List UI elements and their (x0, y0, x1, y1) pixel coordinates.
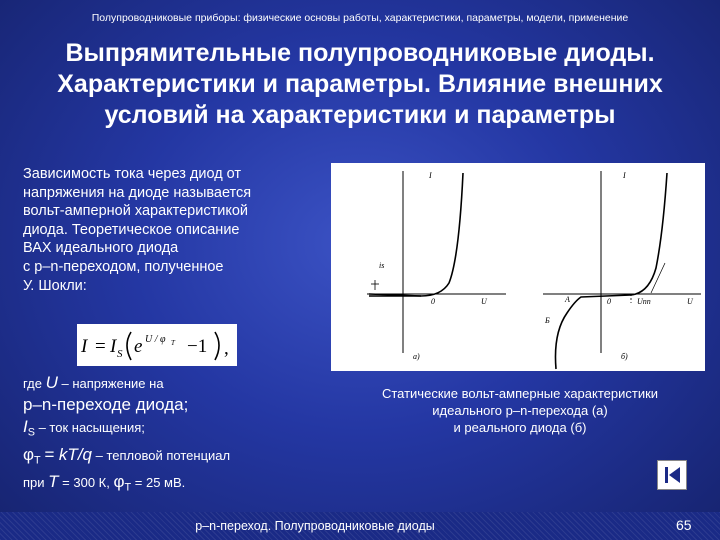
def-prefix: где (23, 376, 42, 391)
def-prefix: при (23, 475, 45, 491)
def-var-T: T (48, 472, 59, 492)
def-var-U: U (45, 373, 58, 392)
definition-line-2 (23, 394, 353, 416)
def-sub: S (27, 426, 35, 439)
description-line: с p–n-переходом, полученное (23, 258, 224, 275)
description-line: Зависимость тока через диод от (23, 166, 242, 182)
caption-line-1: Статические вольт-амперные характеристики (381, 386, 659, 401)
figure-caption (335, 385, 705, 436)
graph-b-x-label: U (687, 297, 693, 306)
caption-line-2: идеального p–n-перехода (а) (432, 403, 608, 418)
graph-a (367, 171, 506, 361)
formula-equals: = (95, 336, 106, 357)
graph-b-y-label: I (623, 171, 626, 180)
formula-graphic (77, 324, 237, 366)
page-number: 65 (676, 517, 692, 533)
description-text (23, 165, 323, 295)
def-value: = 25 мВ. (134, 475, 186, 491)
definition-line-5 (23, 471, 353, 499)
def-eq: = kT/q (44, 444, 92, 464)
title-line-1: Выпрямительные полупроводниковые диоды. (65, 39, 655, 67)
graph-a-y-label: I (429, 171, 432, 180)
title-line-2: Характеристики и параметры. Влияние внешних (57, 70, 663, 98)
caption-line-3: и реального диода (б) (453, 420, 587, 435)
formula-comma: , (224, 338, 229, 359)
formula-e: e (134, 336, 143, 357)
def-var-phi: φ (113, 472, 125, 492)
title-line-3: условий на характеристики и параметры (104, 101, 616, 129)
formula-exponent-sub: T (171, 339, 175, 347)
graph-a-is-label: is (379, 261, 385, 270)
formula-I: I (81, 336, 88, 357)
description-line: вольт-амперной характеристикой (23, 203, 249, 220)
def-sub: T (124, 481, 132, 494)
shockley-formula (77, 324, 237, 366)
graph-a-origin: 0 (431, 297, 435, 306)
iv-characteristics-figure (331, 163, 705, 371)
formula-minus-one: −1 (187, 336, 208, 357)
def-text: – ток насыщения; (38, 420, 145, 435)
def-value: = 300 К, (62, 475, 110, 491)
graph-b (543, 171, 701, 369)
definition-line-4 (23, 444, 353, 472)
back-to-start-button[interactable] (657, 460, 687, 490)
slide-header: Полупроводниковые приборы: физические основы работы, характеристики, параметры, модели, применение (91, 12, 629, 24)
description-line: У. Шокли: (23, 277, 87, 294)
graph-b-point-a: А (565, 295, 570, 304)
description-line: ВАХ идеального диода (23, 240, 179, 257)
graph-a-panel-label: а) (413, 352, 420, 361)
formula-Is-sub: S (117, 348, 123, 360)
description-line: напряжения на диоде называется (23, 184, 252, 201)
def-text: – тепловой потенциал (95, 447, 231, 463)
description-line: диода. Теоретическое описание (23, 221, 240, 238)
footer-title: p–n-переход. Полупроводниковые диоды (195, 519, 435, 533)
iv-graphs (331, 163, 705, 371)
definition-line-1 (23, 372, 353, 394)
graph-b-origin: 0 (607, 297, 611, 306)
formula-Is: I (110, 336, 117, 357)
def-var-I: I (23, 417, 28, 436)
formula-exponent: U / φ (145, 334, 166, 345)
definition-line-3 (23, 416, 353, 444)
def-sub: T (34, 454, 41, 467)
def-text: – напряжение на (61, 376, 164, 391)
definitions (23, 372, 353, 499)
graph-b-point-b: Б (545, 316, 550, 325)
graph-a-x-label: U (481, 297, 487, 306)
def-text: p–n-переходе диода; (23, 395, 189, 414)
graph-b-u-label: Uпп (637, 297, 651, 306)
graph-b-panel-label: б) (621, 352, 628, 361)
slide-title (10, 38, 710, 131)
def-var-phi: φ (23, 444, 35, 464)
skip-back-icon (658, 461, 686, 489)
